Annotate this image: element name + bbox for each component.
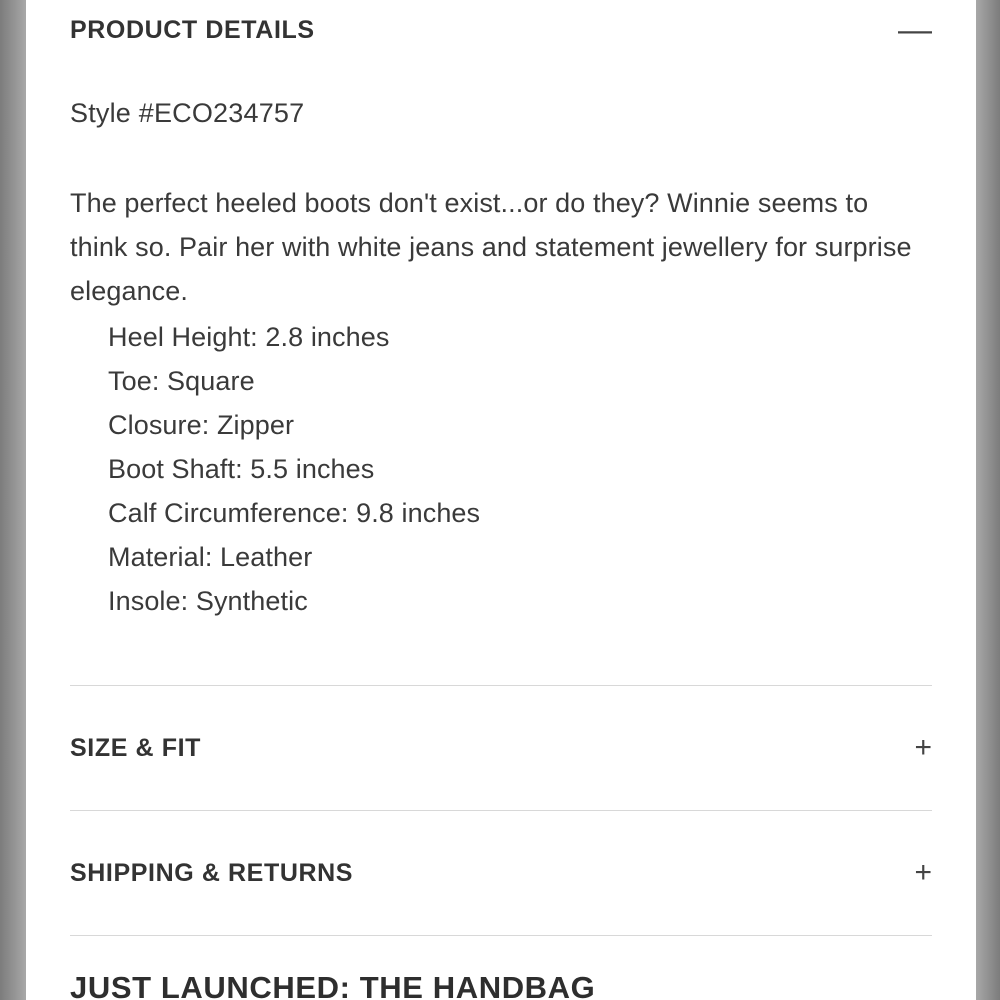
accordion-header-shipping-returns[interactable] [70,811,932,935]
accordion-header-size-fit[interactable] [70,686,932,810]
section-shipping-returns [26,811,976,935]
plus-icon[interactable]: + [914,856,932,889]
list-item: Closure: Zipper [108,410,295,440]
product-description: The perfect heeled boots don't exist...or do they? Winnie seems to think so. Pair her with white jeans and statement jewellery for surprise elegance. [70,188,912,306]
accordion-title-size-fit: SIZE & FIT [70,733,201,762]
divider [70,935,932,936]
list-item: Heel Height: 2.8 inches [108,322,390,352]
page-gutter-right [976,0,1000,1000]
section-size-fit [26,686,976,810]
list-item: Boot Shaft: 5.5 inches [108,454,375,484]
plus-icon[interactable]: + [914,731,932,764]
product-spec-list [70,315,932,623]
accordion-title-shipping-returns: SHIPPING & RETURNS [70,858,354,887]
list-item: Material: Leather [108,542,313,572]
list-item: Insole: Synthetic [108,586,308,616]
product-page [26,0,976,1000]
list-item: Calf Circumference: 9.8 inches [108,498,481,528]
style-number: Style #ECO234757 [70,98,305,128]
list-item: Toe: Square [108,366,255,396]
page-gutter-left [0,0,26,1000]
accordion-header-product-details[interactable] [70,0,932,60]
spacer [26,623,976,685]
section-product-details [26,0,976,623]
minus-icon[interactable]: — [898,11,932,49]
accordion-title-product-details: PRODUCT DETAILS [70,15,315,44]
promo-headline[interactable]: JUST LAUNCHED: THE HANDBAG [70,970,596,1000]
